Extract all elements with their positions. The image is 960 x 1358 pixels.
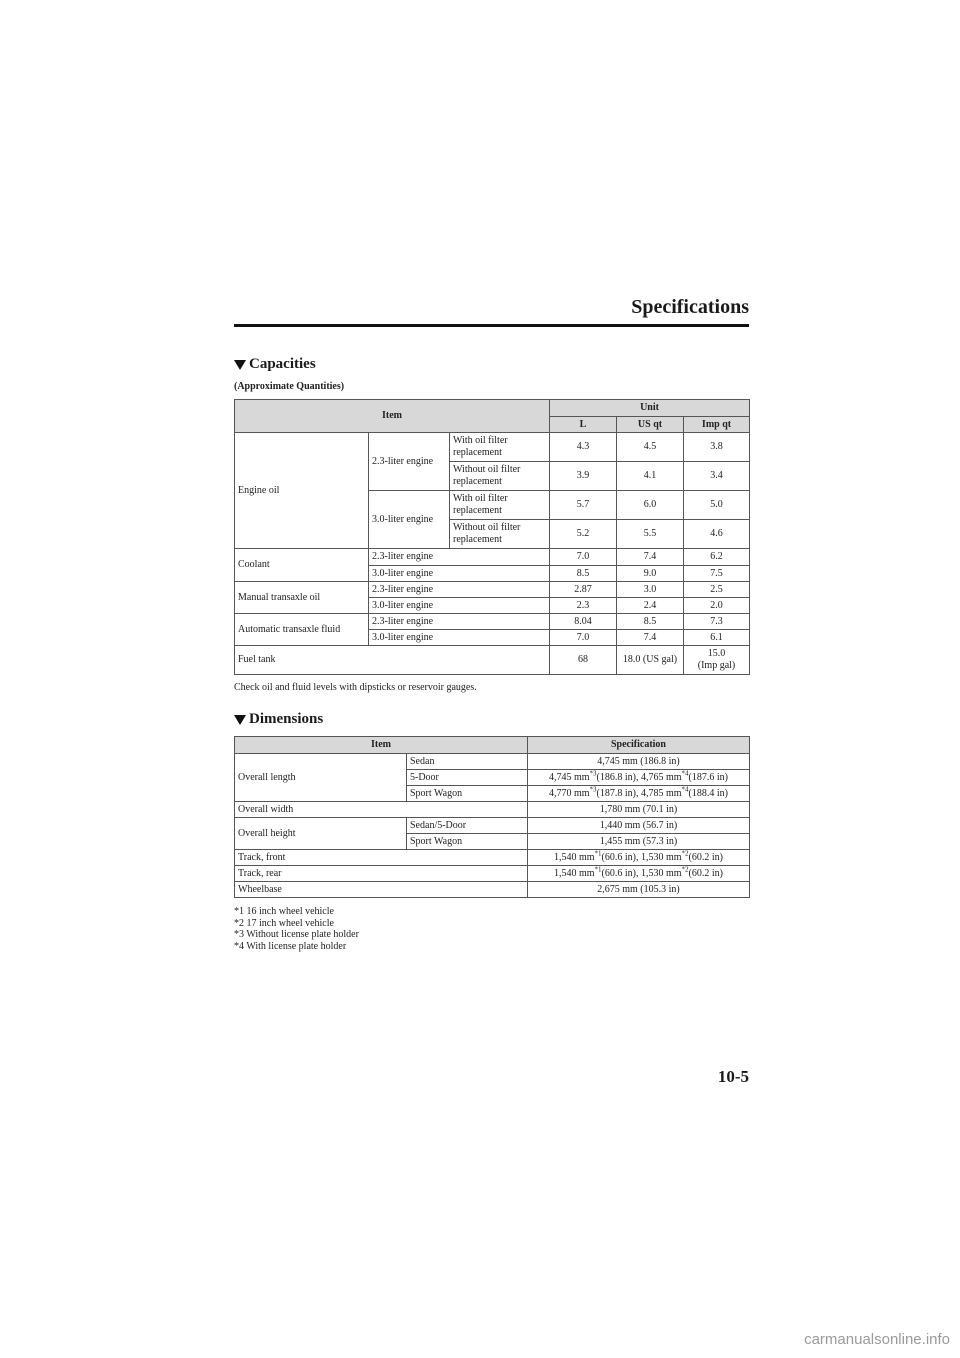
table-row [235, 866, 750, 882]
value-part: (60.6 in), 1,530 mm [601, 851, 682, 863]
table-row [235, 433, 750, 462]
footnote-ref: *2 [681, 849, 689, 858]
value-usqt: 18.0 (US gal) [617, 646, 684, 675]
table-header-row [235, 737, 750, 754]
sport-wagon-value [528, 786, 750, 802]
capacities-note: Check oil and fluid levels with dipsticks or reservoir gauges. [234, 682, 477, 693]
value-usqt: 8.5 [617, 614, 684, 630]
capacities-heading-text: Capacities [249, 356, 316, 372]
engine-oil-label: Engine oil [235, 433, 369, 549]
footnote: *4 With license plate holder [234, 940, 347, 952]
value-part: 4,745 mm [548, 771, 590, 783]
sport-wagon-label: Sport Wagon [407, 834, 528, 850]
capacities-table [234, 399, 750, 675]
automatic-transaxle-label: Automatic transaxle fluid [235, 614, 369, 646]
footnote-ref: *4 [681, 769, 689, 778]
value-impqt: 7.5 [684, 566, 750, 582]
value-l: 2.3 [550, 598, 617, 614]
page-number: 10-5 [717, 1067, 749, 1086]
value-usqt: 7.4 [617, 549, 684, 566]
value-part: (188.4 in) [688, 787, 728, 799]
value-part: 1,540 mm [553, 867, 595, 879]
sedan-label: Sedan [407, 754, 528, 770]
value-usqt: 2.4 [617, 598, 684, 614]
col-item: Item [235, 737, 528, 754]
table-row [235, 850, 750, 866]
value-impqt: 3.8 [684, 433, 750, 462]
engine-23-label: 2.3-liter engine [369, 614, 550, 630]
value-part: 1,540 mm [553, 851, 595, 863]
engine-23-label: 2.3-liter engine [369, 549, 550, 566]
footnote: *3 Without license plate holder [234, 929, 359, 940]
value-part: (187.6 in) [688, 771, 728, 783]
dimensions-table [234, 736, 750, 898]
track-front-value [528, 850, 750, 866]
value-part: (186.8 in), 4,765 mm [596, 771, 682, 783]
capacities-heading [234, 356, 316, 373]
track-rear-label: Track, rear [235, 866, 528, 882]
col-item: Item [235, 400, 550, 433]
value-usqt: 3.0 [617, 582, 684, 598]
five-door-label: 5-Door [407, 770, 528, 786]
value-part: (187.8 in), 4,785 mm [596, 787, 682, 799]
table-row [235, 802, 750, 818]
value-l: 7.0 [550, 549, 617, 566]
value-impqt: 6.2 [684, 549, 750, 566]
with-filter-label: With oil filter replacement [450, 491, 550, 520]
table-row [235, 582, 750, 598]
table-row [235, 646, 750, 675]
engine-23-label: 2.3-liter engine [369, 433, 450, 491]
footnote: *1 16 inch wheel vehicle [234, 906, 334, 917]
fuel-tank-label: Fuel tank [235, 646, 550, 675]
value-l: 8.04 [550, 614, 617, 630]
value-part: (60.2 in) [688, 851, 723, 863]
sport-wagon-value: 1,455 mm (57.3 in) [528, 834, 750, 850]
value-part: (60.6 in), 1,530 mm [601, 867, 682, 879]
value-l: 7.0 [550, 630, 617, 646]
without-filter-label: Without oil filter replacement [450, 520, 550, 549]
value-usqt: 6.0 [617, 491, 684, 520]
value-impqt: 5.0 [684, 491, 750, 520]
col-impqt: Imp qt [684, 417, 750, 433]
overall-length-label: Overall length [235, 754, 407, 802]
table-row [235, 882, 750, 898]
dimensions-heading [234, 711, 323, 728]
table-row [235, 614, 750, 630]
value-usqt: 4.1 [617, 462, 684, 491]
value-impqt: 4.6 [684, 520, 750, 549]
col-unit: Unit [550, 400, 750, 417]
value-part: 4,770 mm [548, 787, 590, 799]
value-usqt: 7.4 [617, 630, 684, 646]
sedan-5door-label: Sedan/5-Door [407, 818, 528, 834]
header-rule [234, 324, 749, 327]
table-header-row [235, 400, 750, 417]
overall-width-label: Overall width [235, 802, 528, 818]
manual-transaxle-label: Manual transaxle oil [235, 582, 369, 614]
with-filter-label: With oil filter replacement [450, 433, 550, 462]
overall-width-value: 1,780 mm (70.1 in) [528, 802, 750, 818]
wheelbase-label: Wheelbase [235, 882, 528, 898]
col-usqt: US qt [617, 417, 684, 433]
page-title: Specifications [631, 296, 749, 318]
triangle-down-icon [234, 715, 246, 725]
value-impqt: 7.3 [684, 614, 750, 630]
sedan-5door-value: 1,440 mm (56.7 in) [528, 818, 750, 834]
footnote-ref: *1 [594, 865, 602, 874]
value-l: 3.9 [550, 462, 617, 491]
coolant-label: Coolant [235, 549, 369, 582]
engine-23-label: 2.3-liter engine [369, 582, 550, 598]
value-impqt: 3.4 [684, 462, 750, 491]
value-impqt: 2.0 [684, 598, 750, 614]
footnote-ref: *1 [594, 849, 602, 858]
five-door-value [528, 770, 750, 786]
engine-30-label: 3.0-liter engine [369, 566, 550, 582]
overall-height-label: Overall height [235, 818, 407, 850]
value-l: 5.7 [550, 491, 617, 520]
table-row [235, 818, 750, 834]
triangle-down-icon [234, 360, 246, 370]
table-row [235, 549, 750, 566]
without-filter-label: Without oil filter replacement [450, 462, 550, 491]
footnote: *2 17 inch wheel vehicle [234, 917, 334, 929]
footnotes [234, 906, 359, 952]
value-l: 68 [550, 646, 617, 675]
sedan-value: 4,745 mm (186.8 in) [528, 754, 750, 770]
footnote-ref: *4 [681, 785, 689, 794]
engine-30-label: 3.0-liter engine [369, 491, 450, 549]
fuel-imp-value: 15.0 [707, 648, 726, 659]
footnote-ref: *2 [681, 865, 689, 874]
track-rear-value [528, 866, 750, 882]
track-front-label: Track, front [235, 850, 528, 866]
footnote-ref: *3 [589, 785, 597, 794]
value-l: 8.5 [550, 566, 617, 582]
value-usqt: 9.0 [617, 566, 684, 582]
capacities-subnote: (Approximate Quantities) [234, 381, 345, 392]
wheelbase-value: 2,675 mm (105.3 in) [528, 882, 750, 898]
value-usqt: 5.5 [617, 520, 684, 549]
footnote-ref: *3 [589, 769, 597, 778]
engine-30-label: 3.0-liter engine [369, 598, 550, 614]
engine-30-label: 3.0-liter engine [369, 630, 550, 646]
sport-wagon-label: Sport Wagon [407, 786, 528, 802]
value-impqt: 2.5 [684, 582, 750, 598]
value-impqt: 6.1 [684, 630, 750, 646]
value-usqt: 4.5 [617, 433, 684, 462]
value-impqt [684, 646, 750, 675]
value-l: 2.87 [550, 582, 617, 598]
col-l: L [550, 417, 617, 433]
value-part: (60.2 in) [688, 867, 723, 879]
table-row [235, 754, 750, 770]
dimensions-heading-text: Dimensions [249, 711, 324, 727]
fuel-imp-unit: (Imp gal) [697, 660, 736, 671]
col-specification: Specification [528, 737, 750, 754]
value-l: 5.2 [550, 520, 617, 549]
value-l: 4.3 [550, 433, 617, 462]
watermark: carmanualsonline.info [804, 1331, 950, 1348]
